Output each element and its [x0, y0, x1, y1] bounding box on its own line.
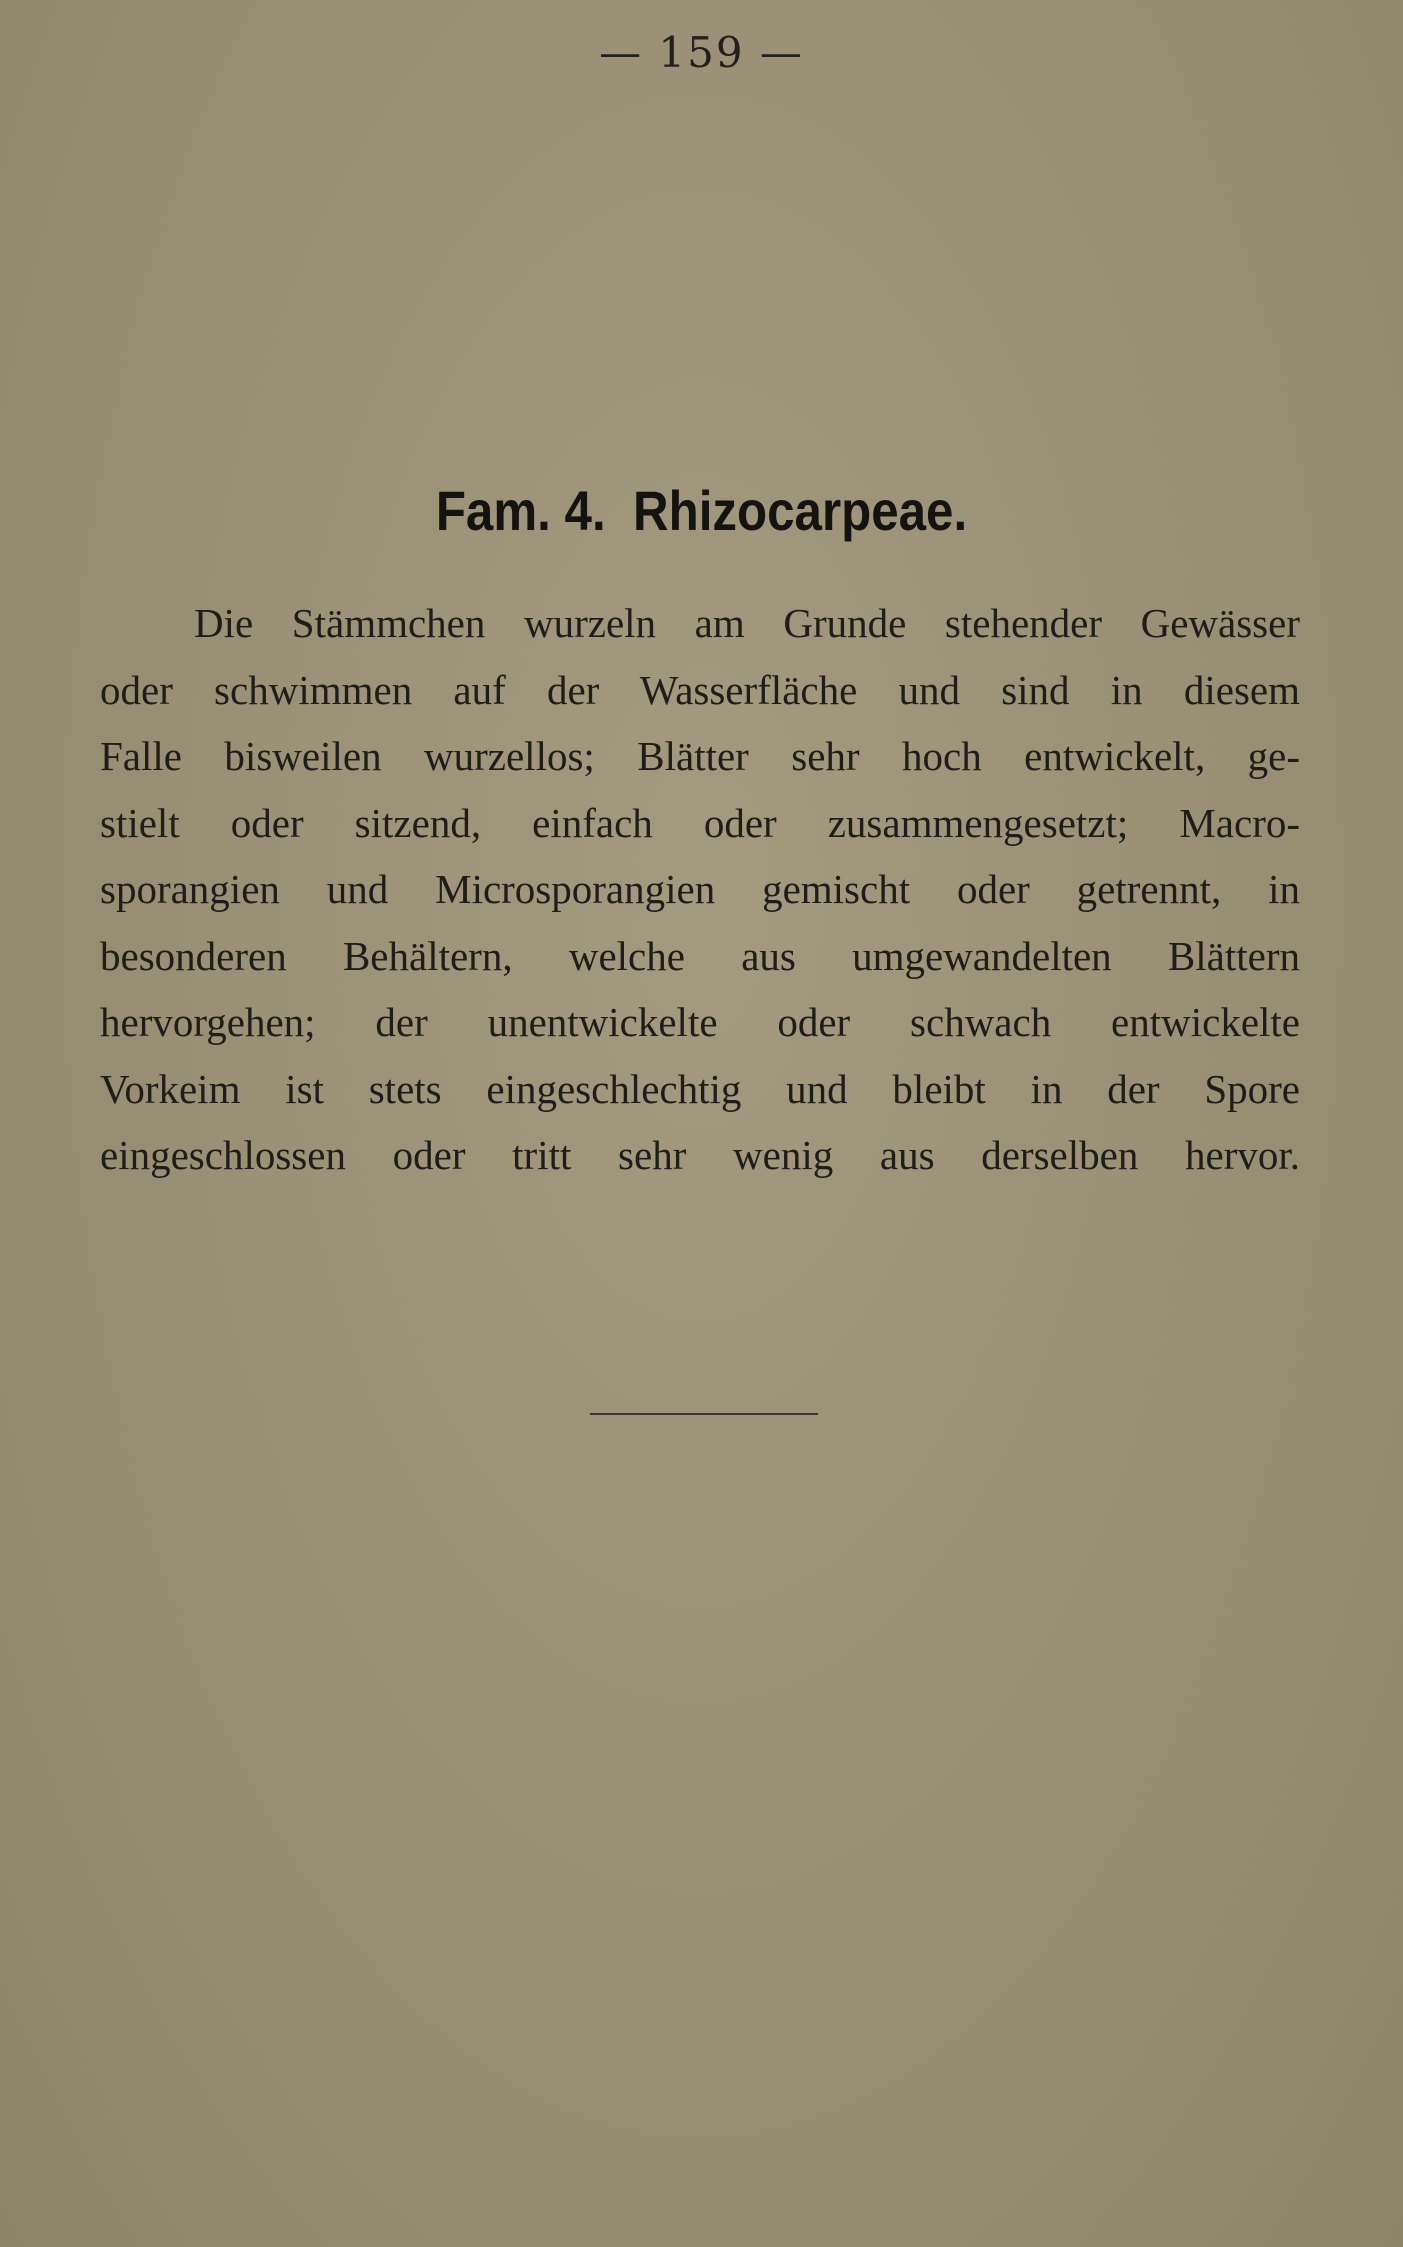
paragraph-line: sporangien und Microsporangien gemischt oder getrennt, in: [100, 866, 1300, 912]
description-paragraph: [100, 590, 1300, 1189]
paragraph-line: oder schwimmen auf der Wasserfläche und sind in diesem: [100, 666, 1300, 713]
paragraph-line: Die Stämmchen wurzeln am Grunde stehender Gewässer: [194, 600, 1300, 646]
family-name: Rhizocarpeae.: [633, 479, 968, 542]
paragraph-line: Falle bisweilen wurzellos; Blätter sehr hoch entwickelt, ge-: [100, 733, 1300, 779]
page-number: — 159 —: [599, 28, 804, 77]
paragraph-line: besonderen Behältern, welche aus umgewandelten Blättern: [100, 932, 1300, 979]
paragraph-line: eingeschlossen oder tritt sehr wenig aus derselben hervor.: [100, 1132, 1300, 1178]
family-number: Fam. 4.: [435, 479, 606, 542]
family-heading: [84, 478, 1319, 543]
paragraph-line: Vorkeim ist stets eingeschlechtig und bleibt in der Spore: [100, 1065, 1300, 1112]
paragraph-line: hervorgehen; der unentwickelte oder schwach entwickelte: [100, 999, 1300, 1045]
paragraph-line: stielt oder sitzend, einfach oder zusammengesetzt; Macro-: [100, 799, 1300, 846]
section-divider: [590, 1413, 818, 1415]
